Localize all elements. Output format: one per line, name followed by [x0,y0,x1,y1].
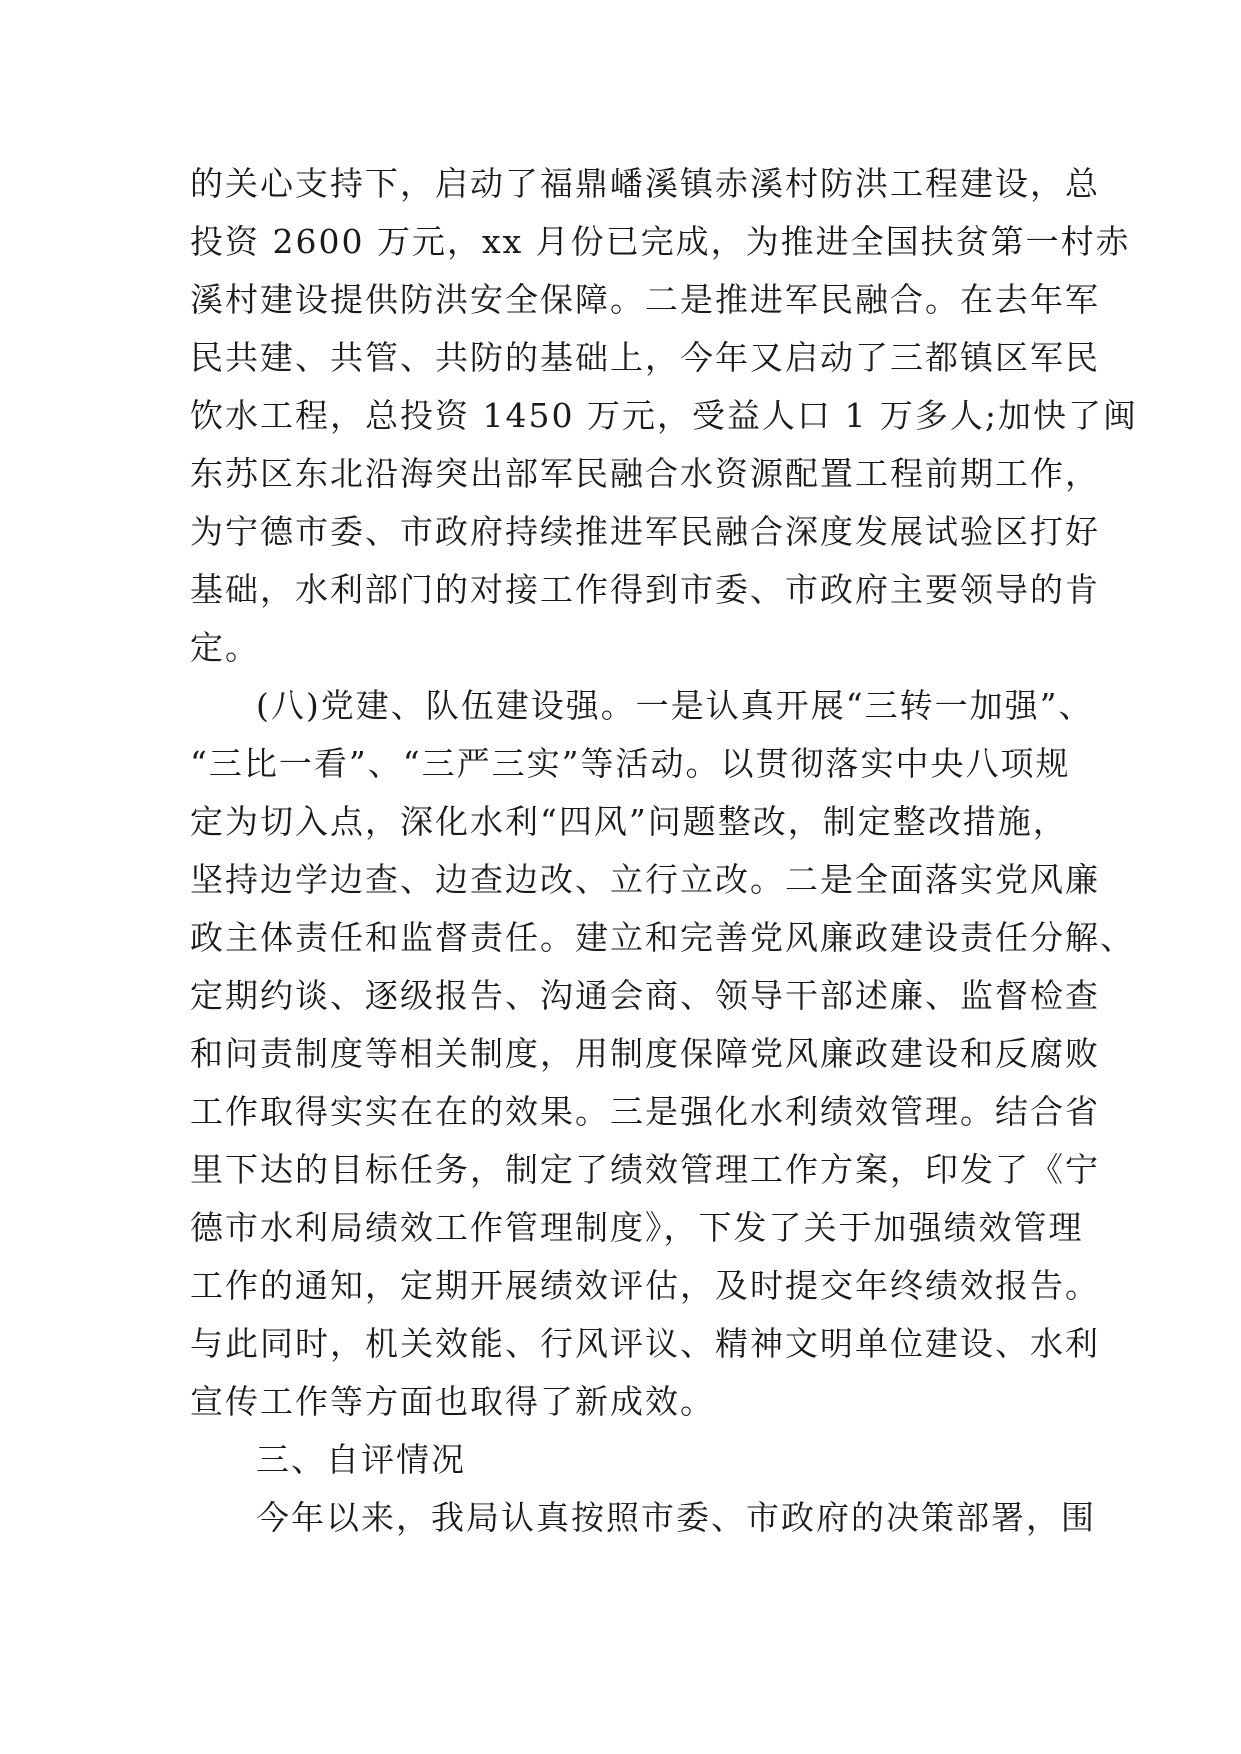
text-line: 和问责制度等相关制度，用制度保障党风廉政建设和反腐败 [190,1034,1100,1073]
text-line: 的关心支持下，启动了福鼎嶓溪镇赤溪村防洪工程建设，总 [190,164,1100,203]
text-line: “三比一看”、“三严三实”等活动。以贯彻落实中央八项规 [190,744,1071,783]
text-line: 民共建、共管、共防的基础上，今年又启动了三都镇区军民 [190,338,1100,377]
text-line: 工作取得实实在在的效果。三是强化水利绩效管理。结合省 [190,1092,1100,1131]
text-line: 定为切入点，深化水利“四风”问题整改，制定整改措施， [190,802,1068,841]
text-line: 工作的通知，定期开展绩效评估，及时提交年终绩效报告。 [190,1266,1100,1305]
text-line: 里下达的目标任务，制定了绩效管理工作方案，印发了《宁 [190,1150,1100,1189]
text-line: 定期约谈、逐级报告、沟通会商、领导干部述廉、监督检查 [190,976,1100,1015]
text-line: 基础，水利部门的对接工作得到市委、市政府主要领导的肯 [190,570,1100,609]
section-heading: 三、自评情况 [256,1440,466,1479]
text-line: 今年以来，我局认真按照市委、市政府的决策部署，围 [256,1498,1096,1537]
text-line: 东苏区东北沿海突出部军民融合水资源配置工程前期工作， [190,454,1100,493]
text-line: 与此同时，机关效能、行风评议、精神文明单位建设、水利 [190,1324,1100,1363]
text-line: 宣传工作等方面也取得了新成效。 [190,1382,715,1421]
text-line: 政主体责任和监督责任。建立和完善党风廉政建设责任分解、 [190,918,1135,957]
paragraph-heading-line: (八)党建、队伍建设强。一是认真开展“三转一加强”、 [256,686,1094,725]
text-line: 投资 2600 万元，xx 月份已完成，为推进全国扶贫第一村赤 [190,222,1131,261]
text-line: 德市水利局绩效工作管理制度》，下发了关于加强绩效管理 [190,1208,1084,1247]
body-text [190,155,1139,1547]
text-line: 为宁德市委、市政府持续推进军民融合深度发展试验区打好 [190,512,1100,551]
text-line: 饮水工程，总投资 1450 万元，受益人口 1 万多人;加快了闽 [190,396,1139,435]
text-line: 溪村建设提供防洪安全保障。二是推进军民融合。在去年军 [190,280,1100,319]
text-line: 定。 [190,628,260,667]
text-line: 坚持边学边查、边查边改、立行立改。二是全面落实党风廉 [190,860,1100,899]
